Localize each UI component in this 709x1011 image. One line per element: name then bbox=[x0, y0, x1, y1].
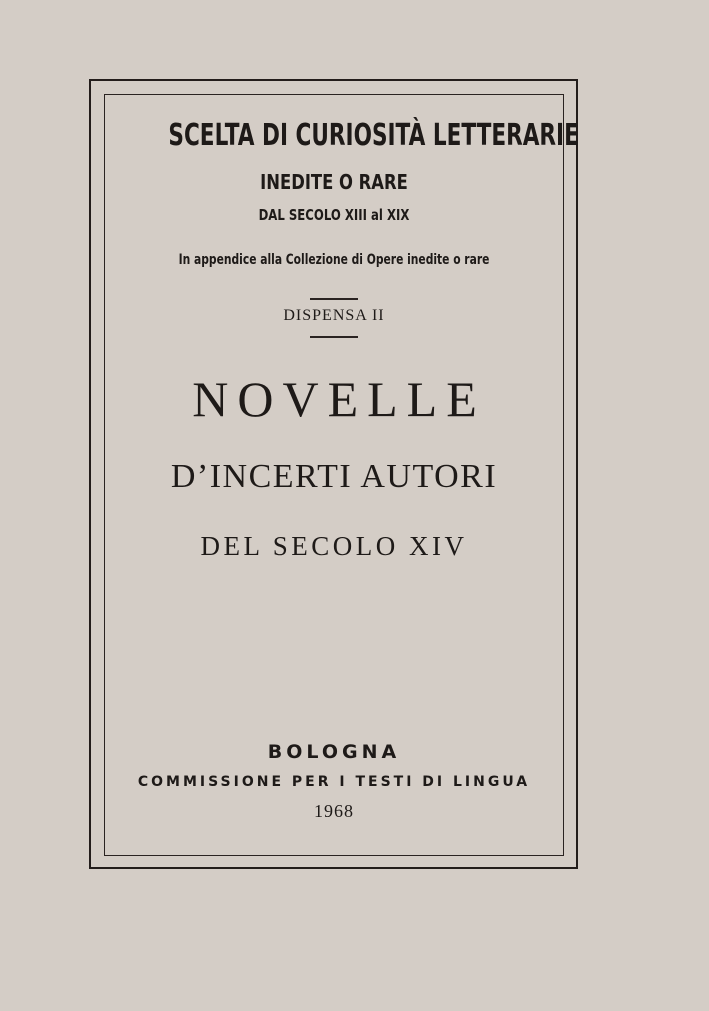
series-note: In appendice alla Collezione di Opere inedite o rare bbox=[178, 252, 490, 268]
book-century: DEL SECOLO XIV bbox=[200, 531, 468, 561]
book-subtitle: D’INCERTI AUTORI bbox=[170, 458, 498, 495]
series-title: SCELTA DI CURIOSITÀ LETTERARIE bbox=[168, 118, 579, 153]
series-subtitle: INEDITE O RARE bbox=[260, 170, 408, 194]
publisher-name: COMMISSIONE PER I TESTI DI LINGUA bbox=[137, 774, 531, 790]
divider-rule-bottom bbox=[310, 336, 358, 338]
divider-rule-top bbox=[310, 298, 358, 300]
book-title: NOVELLE bbox=[192, 371, 486, 427]
publication-city: BOLOGNA bbox=[267, 741, 401, 763]
issue-label: DISPENSA II bbox=[283, 307, 385, 324]
series-period: DAL SECOLO XIII al XIX bbox=[258, 206, 410, 224]
publication-year: 1968 bbox=[314, 801, 354, 821]
